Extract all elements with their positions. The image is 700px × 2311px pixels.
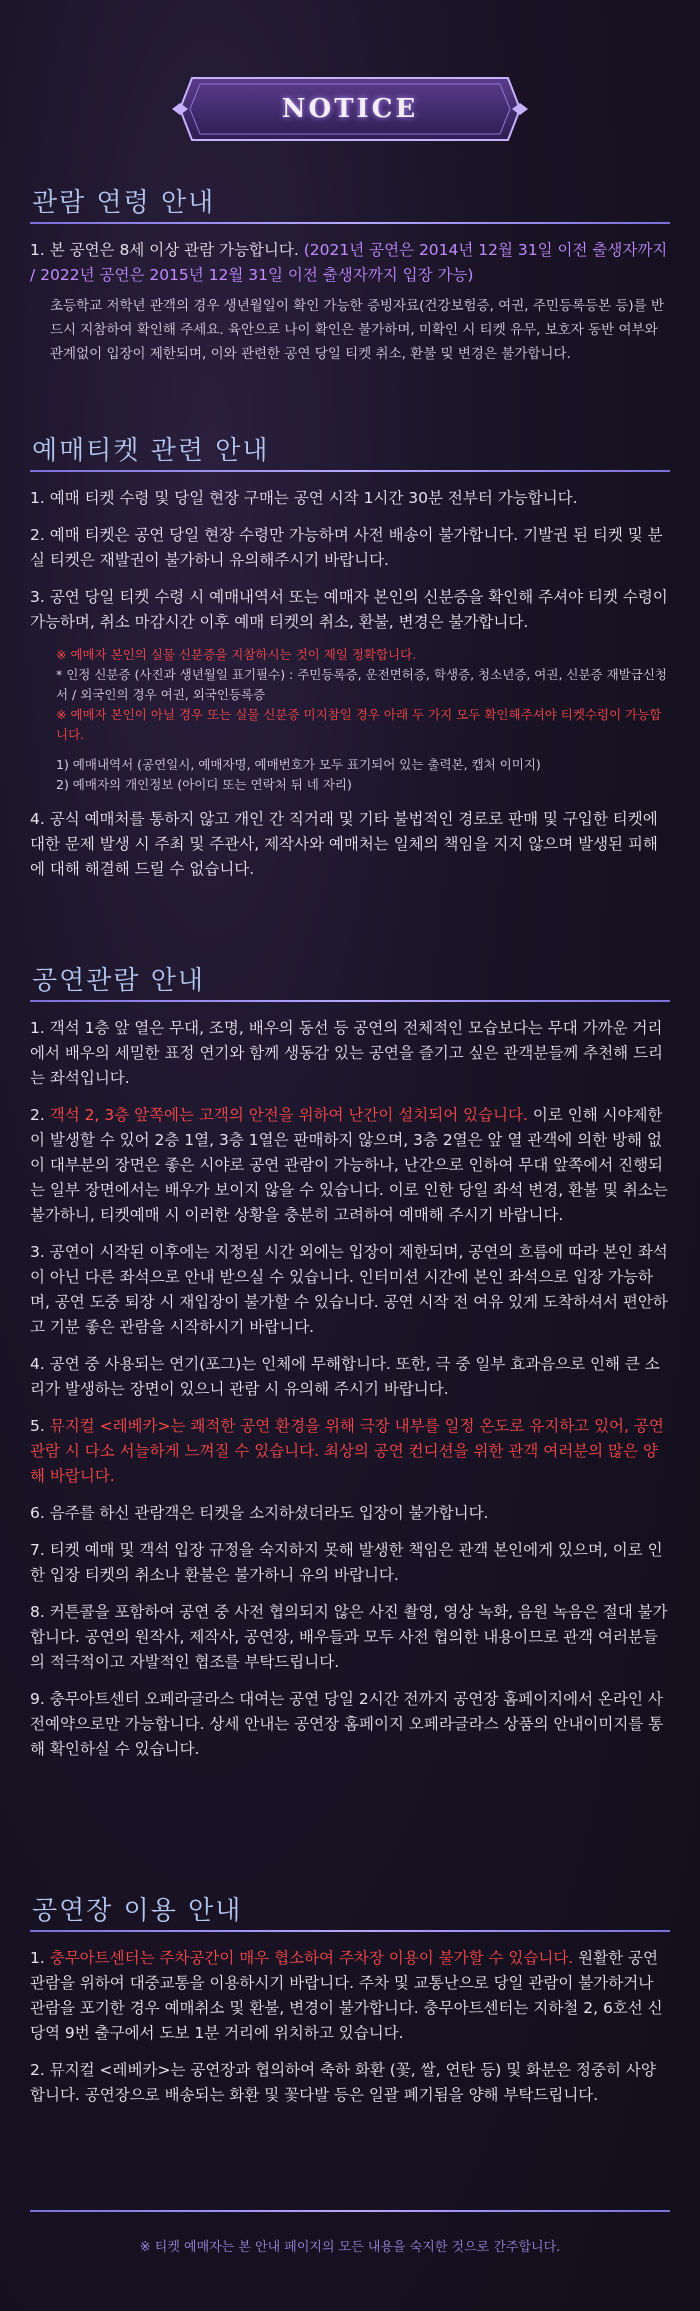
note-line: 1) 예매내역서 (공연일시, 예매자명, 예매번호가 모두 표기되어 있는 출력본, 캡처 이미지)	[56, 757, 541, 772]
list-item: 4. 공식 예매처를 통하지 않고 개인 간 직거래 및 기타 불법적인 경로로 판매 및 구입한 티켓에 대한 문제 발생 시 주최 및 주관사, 제작사와 예매처는 일체의 책임을 지지 않으며 발생된 피해에 대해 해결해 드릴 수 없습니다.	[30, 810, 658, 878]
item-number: 2.	[30, 1106, 45, 1124]
notice-title: NOTICE	[281, 94, 419, 124]
list-item: 1. 객석 1층 앞 열은 무대, 조명, 배우의 동선 등 공연의 전체적인 모습보다는 무대 가까운 거리에서 배우의 세밀한 표정 연기와 함께 생동감 있는 공연을 즐기고 싶은 관객분들께 추천해 드리는 좌석입니다.	[30, 1019, 664, 1087]
item-text: 이로 인해 시야제한이 발생할 수 있어 2층 1열, 3층 1열은 판매하지 않으며, 3층 2열은 앞 열 관객에 의한 방해 없이 대부분의 장면은 좋은 시야로 공연 관람이 가능하나, 난간으로 인하여 무대 앞쪽에서 진행되는 일부 장면에서는 배우가 보이지 않을 수 있습니다. 이로 인한 당일 좌석 변경, 환불 및 취소는 불가하니, 티켓예매 시 이러한 상황을 충분히 고려하여 예매해 주시기 바랍니다.	[30, 1106, 668, 1224]
note-line: ※ 예매자 본인의 실물 신분증을 지참하시는 것이 제일 정확합니다.	[56, 647, 417, 662]
section-viewing	[30, 960, 670, 1762]
list-item: 7. 티켓 예매 및 객석 입장 규정을 숙지하지 못해 발생한 책임은 관객 본인에게 있으며, 이로 인한 입장 티켓의 취소나 환불은 불가하니 유의 바랍니다.	[30, 1541, 663, 1584]
divider	[30, 1930, 670, 1932]
detail-text: 초등학교 저학년 관객의 경우 생년월일이 확인 가능한 증빙자료(건강보험증, 여권, 주민등록등본 등)를 반드시 지참하여 확인해 주세요. 육안으로 나이 확인은 불가하며, 미확인 시 티켓 유무, 보호자 동반 여부와 관계없이 입장이 제한되며, 이와 관련한 공연 당일 티켓 취소, 환불 및 변경은 불가합니다.	[50, 298, 665, 362]
divider	[30, 222, 670, 224]
list-item: 6. 음주를 하신 관람객은 티켓을 소지하셨더라도 입장이 불가합니다.	[30, 1504, 489, 1522]
list-item: 2. 예매 티켓은 공연 당일 현장 수령만 가능하며 사전 배송이 불가합니다. 기발권 된 티켓 및 분실 티켓은 재발권이 불가하니 유의해주시기 바랍니다.	[30, 526, 663, 569]
item-number: 1.	[30, 1949, 45, 1967]
footer-note: ※ 티켓 예매자는 본 안내 페이지의 모든 내용을 숙지한 것으로 간주합니다.	[139, 2240, 561, 2255]
item-highlight: 뮤지컬 <레베카>는 쾌적한 공연 환경을 위해 극장 내부를 일정 온도로 유지하고 있어, 공연 관람 시 다소 서늘하게 느껴질 수 있습니다. 최상의 공연 컨디션을 위한 관객 여러분의 많은 양해 바랍니다.	[30, 1417, 664, 1485]
item-highlight: (2021년 공연은 2014년 12월 31일 이전 출생자까지 / 2022년 공연은 2015년 12월 31일 이전 출생자까지 입장 가능)	[30, 241, 668, 284]
section-age	[30, 182, 670, 366]
list-item	[30, 238, 670, 288]
note-line: ※ 예매자 본인이 아닐 경우 또는 실물 신분증 미지참일 경우 아래 두 가지 모두 확인해주셔야 티켓수령이 가능합니다.	[56, 707, 662, 742]
section-heading: 관람 연령 안내	[32, 188, 216, 218]
item-highlight: 객석 2, 3층 앞쪽에는 고객의 안전을 위하여 난간이 설치되어 있습니다.	[49, 1106, 528, 1124]
section-heading: 공연장 이용 안내	[32, 1896, 243, 1926]
list-item: 4. 공연 중 사용되는 연기(포그)는 인체에 무해합니다. 또한, 극 중 일부 효과음으로 인해 큰 소리가 발생하는 장면이 있으니 관람 시 유의해 주시기 바랍니다.	[30, 1355, 660, 1398]
list-item: 3. 공연 당일 티켓 수령 시 예매내역서 또는 예매자 본인의 신분증을 확인해 주셔야 티켓 수령이 가능하며, 취소 마감시간 이후 예매 티켓의 취소, 환불, 변경은 불가합니다.	[30, 588, 668, 631]
list-item: 9. 충무아트센터 오페라글라스 대여는 공연 당일 2시간 전까지 공연장 홈페이지에서 온라인 사전예약으로만 가능합니다. 상세 안내는 공연장 홈페이지 오페라글라스 상품의 안내이미지를 통해 확인하실 수 있습니다.	[30, 1690, 664, 1758]
list-item: 2. 뮤지컬 <레베카>는 공연장과 협의하여 축하 화환 (꽃, 쌀, 연탄 등) 및 화분은 정중히 사양합니다. 공연장으로 배송되는 화환 및 꽃다발 등은 일괄 폐기됨을 양해 부탁드립니다.	[30, 2061, 656, 2104]
list-item: 8. 커튼콜을 포함하여 공연 중 사전 협의되지 않은 사진 촬영, 영상 녹화, 음원 녹음은 절대 불가합니다. 공연의 원작사, 제작사, 공연장, 배우들과 모두 사전 협의한 내용이므로 관객 여러분들의 적극적이고 자발적인 협조를 부탁드립니다.	[30, 1603, 668, 1671]
item-text: 1. 본 공연은 8세 이상 관람 가능합니다.	[30, 241, 299, 259]
section-heading: 공연관람 안내	[32, 966, 205, 996]
item-text: 원활한 공연관람을 위하여 대중교통을 이용하시기 바랍니다. 주차 및 교통난으로 당일 관람이 불가하거나 관람을 포기한 경우 예매취소 및 환불, 변경이 불가합니다. 충무아트센터는 지하철 2, 6호선 신당역 9번 출구에서 도보 1분 거리에 위치하고 있습니다.	[30, 1949, 663, 2042]
divider	[30, 470, 670, 472]
item-highlight: 충무아트센터는 주차공간이 매우 협소하여 주차장 이용이 불가할 수 있습니다.	[49, 1949, 574, 1967]
footer-divider	[30, 2210, 670, 2212]
section-venue	[30, 1890, 670, 2108]
list-item	[30, 1414, 670, 1489]
note-line: 2) 예매자의 개인정보 (아이디 또는 연락처 뒤 네 자리)	[56, 777, 352, 792]
section-heading: 예매티켓 관련 안내	[32, 436, 270, 466]
note-line: * 인정 신분증 (사진과 생년월일 표기필수) : 주민등록증, 운전면허증, 학생증, 청소년증, 여권, 신분증 재발급신청서 / 외국인의 경우 여권, 외국인등록증	[56, 667, 667, 702]
list-item	[30, 1103, 670, 1228]
list-item: 3. 공연이 시작된 이후에는 지정된 시간 외에는 입장이 제한되며, 공연의 흐름에 따라 본인 좌석이 아닌 다른 좌석으로 안내 받으실 수 있습니다. 인터미션 시간에 본인 좌석으로 입장 가능하며, 공연 도중 퇴장 시 재입장이 불가할 수 있습니다. 공연 시작 전 여유 있게 도착하셔서 편안하고 기분 좋은 관람을 시작하시기 바랍니다.	[30, 1243, 668, 1336]
section-ticket	[30, 430, 670, 882]
note-block	[30, 645, 670, 795]
list-item: 1. 예매 티켓 수령 및 당일 현장 구매는 공연 시작 1시간 30분 전부터 가능합니다.	[30, 489, 578, 507]
item-number: 5.	[30, 1417, 45, 1435]
list-item	[30, 1946, 670, 2046]
divider	[30, 1000, 670, 1002]
notice-banner	[172, 70, 528, 148]
